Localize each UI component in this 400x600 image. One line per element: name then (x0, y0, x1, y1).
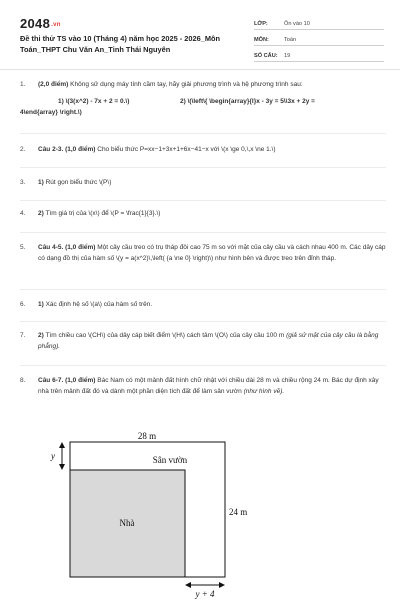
arrow-down-icon (59, 464, 65, 470)
question-number: 8. (20, 377, 26, 384)
question-prefix: 2) (38, 210, 44, 217)
question-number: 2. (20, 146, 26, 153)
meta-label: LỚP: (254, 21, 268, 27)
sub-question-1: 1) \(3(x^2) - 7x + 2 = 0.\) (58, 97, 130, 105)
question-prefix: 1) (38, 301, 44, 308)
site-logo[interactable] (20, 16, 61, 31)
logo-suffix: .vn (51, 21, 61, 28)
question-text: Tìm giá trị của \(x\) để \(P = \frac{1}{3}.\) (43, 210, 161, 217)
meta-row-subject (254, 30, 384, 46)
question-number: 4. (20, 210, 26, 217)
question-item (20, 331, 386, 353)
land-plot-figure (45, 420, 255, 600)
question-item (20, 300, 386, 311)
header-divider (0, 69, 400, 70)
question-item (20, 80, 386, 118)
question-item (20, 145, 386, 156)
left-y-label: y (51, 451, 55, 461)
sub-question-continuation: 4\end{array} \right.\) (20, 108, 82, 116)
question-text: Không sử dụng máy tính cầm tay, hãy giải phương trình và hệ phương trình sau: (68, 81, 303, 88)
question-text: Một cây cầu treo có trụ tháp đôi cao 75 m so với mặt của cây cầu và cách nhau 400 m. Các dây cáp có dạng đồ thị của hàm số \(y = a(x^2)\,\left( {a \ne 0} \right)\) như hình bên và được treo trên đỉnh tháp. (38, 244, 386, 262)
house-label: Nhà (119, 518, 135, 528)
top-length-label: 28 m (137, 431, 157, 441)
question-prefix: 2) (38, 332, 44, 339)
arrow-left-icon (185, 582, 191, 588)
question-divider (20, 365, 386, 366)
question-prefix: Câu 6-7. (1,0 điểm) (38, 377, 96, 384)
arrow-up-icon (59, 442, 65, 448)
question-number: 1. (20, 81, 26, 88)
question-item (20, 209, 386, 220)
question-divider (20, 133, 386, 134)
question-number: 7. (20, 332, 26, 339)
question-divider (20, 200, 386, 201)
logo-main: 2048 (20, 16, 51, 31)
meta-value: 19 (284, 53, 291, 59)
arrow-right-icon (219, 582, 225, 588)
question-divider (20, 289, 386, 290)
question-note: (giả sử mặt của cây cầu là bằng phẳng). (38, 332, 379, 350)
document-title: Đề thi thử TS vào 10 (Tháng 4) năm học 2025 - 2026_Môn Toán_THPT Chu Văn An_Tỉnh Thái Nguyên (20, 34, 221, 54)
garden-label: Sân vườn (152, 455, 188, 465)
question-number: 6. (20, 301, 26, 308)
question-prefix: (2,0 điểm) (38, 81, 69, 88)
question-number: 5. (20, 244, 26, 251)
meta-value: Toán (284, 37, 297, 43)
land-plot-diagram (45, 420, 255, 600)
meta-label: SỐ CÂU: (254, 53, 278, 59)
question-text: Tìm chiều cao \(CH\) của dây cáp biết điểm \(H\) cách tâm \(O\) của cây cầu 100 m (43, 332, 287, 339)
sub-question-2: 2) \(\left\{ \begin{array}{l}x - 3y = 5\\3x + 2y = (180, 97, 315, 105)
question-divider (20, 321, 386, 322)
question-divider (20, 232, 386, 233)
question-item (20, 376, 386, 398)
meta-row-count (254, 46, 384, 62)
question-note: (như hình vẽ). (243, 387, 285, 395)
question-prefix: Câu 2-3. (1,0 điểm) (38, 146, 96, 153)
bottom-y-label: y + 4 (195, 589, 215, 599)
meta-panel (254, 14, 384, 62)
question-text: Bác Nam có một mảnh đất hình chữ nhật với chiều dài 28 m và chiều rộng 24 m. Bác dự định xây nhà trên mảnh đất đó và dành một phần diện tích đất để làm sân vườn (38, 377, 379, 395)
question-text: Xác định hệ số \(a\) của hàm số trên. (43, 301, 153, 308)
question-prefix: Câu 4-5. (1,0 điểm) (38, 244, 96, 251)
right-width-label: 24 m (229, 507, 248, 517)
question-item (20, 243, 386, 265)
question-divider (20, 167, 386, 168)
meta-row-class (254, 14, 384, 30)
meta-label: MÔN: (254, 37, 269, 43)
question-item (20, 178, 386, 189)
question-text: Cho biểu thức P=xx−1+3x+1+6x−41−x với \(x \ge 0,\,x \ne 1.\) (95, 146, 276, 153)
question-text: Rút gọn biểu thức \(P\) (43, 179, 112, 186)
question-prefix: 1) (38, 179, 44, 186)
meta-value: Ôn vào 10 (284, 21, 310, 27)
question-number: 3. (20, 179, 26, 186)
